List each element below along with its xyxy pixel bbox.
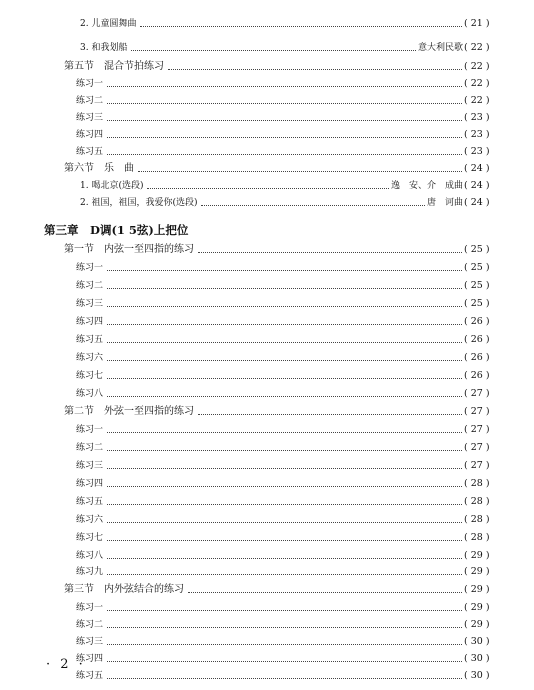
dot-leader [107,120,462,121]
toc-entry-title: 练习三 [76,637,104,647]
toc-entry [0,14,534,30]
dot-leader [107,627,462,628]
toc-entry [0,615,534,631]
dot-leader [107,678,462,679]
toc-entry [0,276,534,292]
dot-leader [107,432,462,433]
toc-entry [0,384,534,400]
toc-entry-title: 练习五 [76,147,104,157]
toc-entry-page: ( 26 ) [464,334,490,345]
toc-entry-title: 练习三 [76,461,104,471]
toc-entry-title: 练习八 [76,389,104,399]
dot-leader [198,252,462,253]
toc-entry-page: ( 27 ) [464,406,490,417]
toc-entry [0,492,534,508]
toc-entry-title: 练习一 [76,425,104,435]
toc-entry-page: ( 27 ) [464,388,490,399]
dot-leader [201,205,425,206]
toc-entry-title: 练习四 [76,479,104,489]
toc-entry [0,528,534,544]
toc-entry-page: ( 29 ) [464,619,490,630]
toc-section-entry [0,57,534,73]
toc-section-entry [0,240,534,256]
toc-entry-page: ( 23 ) [464,146,490,157]
toc-entry-title: 练习四 [76,317,104,327]
toc-entry-page: ( 29 ) [464,566,490,577]
toc-entry [0,510,534,526]
toc-entry [0,598,534,614]
dot-leader [168,69,462,70]
toc-entry-title: 练习二 [76,443,104,453]
toc-entry-page: ( 27 ) [464,442,490,453]
toc-entry-page: ( 26 ) [464,370,490,381]
toc-entry-page: ( 25 ) [464,298,490,309]
toc-entry-page: ( 30 ) [464,636,490,647]
toc-entry-title: 练习二 [76,281,104,291]
dot-leader [107,450,462,451]
toc-entry-page: ( 26 ) [464,352,490,363]
dot-leader [107,342,462,343]
dot-leader [107,86,462,87]
toc-entry-page: ( 30 ) [464,670,490,681]
toc-section-entry [0,580,534,596]
toc-entry-page: ( 28 ) [464,514,490,525]
toc-entry-page: ( 24 ) [464,180,490,191]
toc-entry-title: 练习四 [76,130,104,140]
toc-entry-title: 练习七 [76,371,104,381]
toc-entry-composer: 唐 诃曲 [426,198,463,208]
toc-entry-title: 练习六 [76,515,104,525]
toc-entry-title: 练习九 [76,567,104,577]
toc-entry-title: 练习六 [76,353,104,363]
dot-leader [140,26,462,27]
toc-entry-page: ( 21 ) [464,18,490,29]
dot-leader [138,171,462,172]
toc-entry [0,91,534,107]
dot-leader [107,610,462,611]
toc-entry-title: 第一节 内弦一至四指的练习 [64,244,194,255]
toc-entry [0,193,534,209]
toc-section-entry [0,159,534,175]
toc-entry-page: ( 27 ) [464,424,490,435]
toc-entry-page: ( 25 ) [464,244,490,255]
toc-entry-title: 练习三 [76,113,104,123]
toc-entry-title: 练习七 [76,533,104,543]
toc-entry-title: 练习一 [76,263,104,273]
dot-leader [188,592,462,593]
toc-entry [0,176,534,192]
toc-entry-title: 练习二 [76,620,104,630]
toc-entry [0,420,534,436]
toc-entry-page: ( 25 ) [464,280,490,291]
toc-chapter-heading [0,220,534,236]
toc-entry [0,125,534,141]
dot-leader [107,574,462,575]
toc-entry-title: 练习八 [76,551,104,561]
toc-entry-title: 练习五 [76,671,104,681]
toc-entry-page: ( 27 ) [464,460,490,471]
toc-entry-title: 练习四 [76,654,104,664]
toc-entry-page: ( 28 ) [464,532,490,543]
dot-leader [107,522,462,523]
toc-entry-title: 第五节 混合节拍练习 [64,61,164,72]
toc-entry [0,546,534,562]
toc-entry-page: ( 22 ) [464,78,490,89]
toc-entry-page: ( 28 ) [464,496,490,507]
toc-entry-page: ( 29 ) [464,550,490,561]
dot-leader [198,414,462,415]
toc-entry [0,258,534,274]
dot-leader [107,360,462,361]
dot-leader [107,468,462,469]
toc-entry-page: ( 23 ) [464,129,490,140]
toc-entry [0,312,534,328]
toc-entry-composer: 逸 安、介 成曲 [390,181,463,191]
dot-leader [147,188,389,189]
toc-entry-title: 2. 儿童圆舞曲 [80,19,137,29]
toc-entry-page: ( 22 ) [464,95,490,106]
toc-entry [0,456,534,472]
dot-leader [107,154,462,155]
toc-entry-page: ( 29 ) [464,584,490,595]
toc-entry-title: 第二节 外弦一至四指的练习 [64,406,194,417]
toc-entry [0,330,534,346]
dot-leader [107,306,462,307]
dot-leader [107,486,462,487]
dot-leader [107,558,462,559]
dot-leader [107,661,462,662]
toc-entry-composer: 意大利民歌 [417,43,463,53]
toc-entry-title: 练习一 [76,603,104,613]
toc-entry-page: ( 28 ) [464,478,490,489]
toc-entry [0,474,534,490]
toc-entry-page: ( 24 ) [464,163,490,174]
toc-entry [0,108,534,124]
dot-leader [107,137,462,138]
toc-entry [0,438,534,454]
toc-entry-title: 练习五 [76,497,104,507]
toc-entry-page: ( 26 ) [464,316,490,327]
toc-entry-title: 2. 祖国，祖国，我爱你(选段) [80,198,198,208]
toc-entry-title: 练习一 [76,79,104,89]
toc-entry-page: ( 29 ) [464,602,490,613]
toc-entry-title: 练习五 [76,335,104,345]
toc-entry-title: 第六节 乐 曲 [64,163,134,174]
toc-section-entry [0,402,534,418]
toc-entry-page: ( 24 ) [464,197,490,208]
toc-entry-title: 练习三 [76,299,104,309]
toc-entry [0,38,534,54]
toc-entry-title: 练习二 [76,96,104,106]
toc-entry-page: ( 22 ) [464,42,490,53]
dot-leader [107,396,462,397]
toc-entry-title: 第三节 内外弦结合的练习 [64,584,184,595]
toc-entry [0,348,534,364]
toc-entry [0,366,534,382]
dot-leader [131,50,416,51]
toc-entry-page: ( 30 ) [464,653,490,664]
toc-entry-title: 第三章 D调(1 5弦)上把位 [44,223,189,237]
toc-entry-page: ( 25 ) [464,262,490,273]
page-number: · 2 · [46,657,86,672]
toc-entry-page: ( 22 ) [464,61,490,72]
dot-leader [107,378,462,379]
toc-entry [0,74,534,90]
toc-entry [0,562,534,578]
toc-entry-title: 1. 喝北京(选段) [80,181,144,191]
dot-leader [107,504,462,505]
toc-entry [0,632,534,648]
dot-leader [107,270,462,271]
toc-entry-title: 3. 和我划船 [80,43,128,53]
dot-leader [107,103,462,104]
dot-leader [107,540,462,541]
dot-leader [107,288,462,289]
dot-leader [107,324,462,325]
toc-entry [0,294,534,310]
toc-entry [0,142,534,158]
toc-entry-page: ( 23 ) [464,112,490,123]
dot-leader [107,644,462,645]
